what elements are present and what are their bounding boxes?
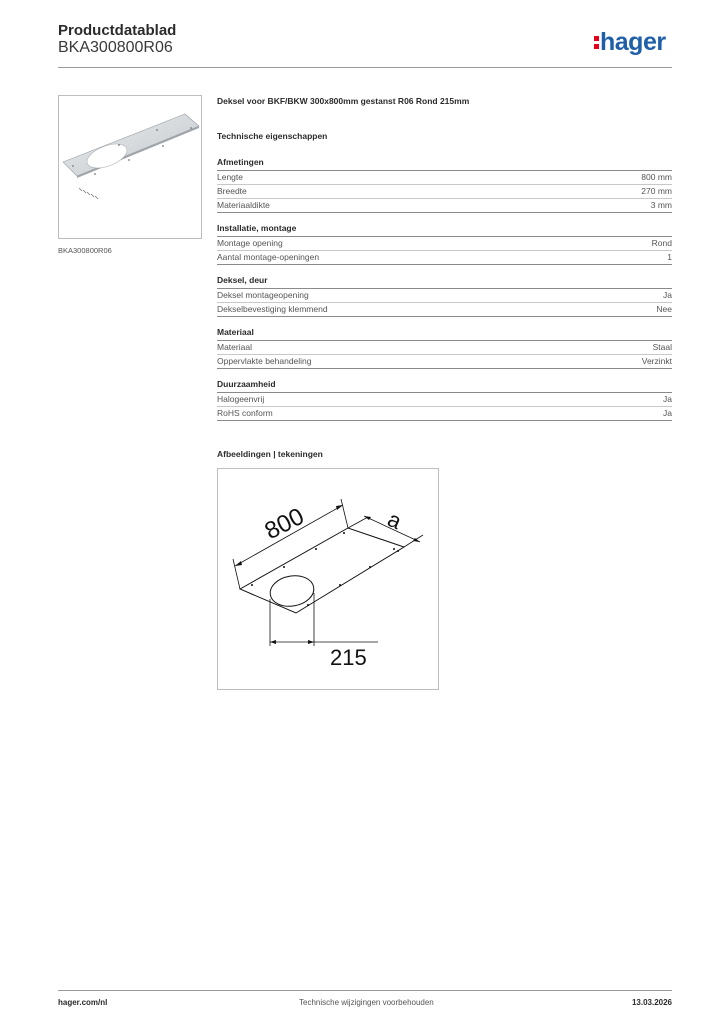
section-title: Deksel, deur xyxy=(217,275,672,289)
spec-section xyxy=(217,379,672,421)
spec-row xyxy=(217,289,672,303)
spec-label: Lengte xyxy=(217,172,243,182)
spec-value: Nee xyxy=(656,304,672,314)
spec-sections xyxy=(217,157,672,421)
spec-section xyxy=(217,327,672,369)
technical-drawing xyxy=(217,468,439,690)
product-description: Deksel voor BKF/BKW 300x800mm gestanst R06 Rond 215mm xyxy=(217,96,470,106)
spec-value: Rond xyxy=(651,238,672,248)
spec-value: 270 mm xyxy=(641,186,672,196)
logo-dots-icon xyxy=(594,32,599,50)
spec-value: 800 mm xyxy=(641,172,672,182)
spec-label: Halogeenvrij xyxy=(217,394,265,404)
spec-value: Ja xyxy=(663,290,672,300)
spec-value: 1 xyxy=(667,252,672,262)
spec-label: Dekselbevestiging klemmend xyxy=(217,304,328,314)
spec-row xyxy=(217,251,672,265)
footer-website-link[interactable]: hager.com/nl xyxy=(58,998,108,1007)
spec-value: 3 mm xyxy=(650,200,672,210)
spec-row xyxy=(217,303,672,317)
spec-row xyxy=(217,341,672,355)
spec-value: Ja xyxy=(663,394,672,404)
spec-row xyxy=(217,355,672,369)
section-title: Duurzaamheid xyxy=(217,379,672,393)
section-title: Materiaal xyxy=(217,327,672,341)
footer-notice: Technische wijzigingen voorbehouden xyxy=(299,998,434,1007)
spec-row xyxy=(217,199,672,213)
spec-value: Ja xyxy=(663,408,672,418)
section-title: Afmetingen xyxy=(217,157,672,171)
spec-label: Deksel montageopening xyxy=(217,290,309,300)
dim-hole-label: 215 xyxy=(330,645,367,670)
spec-section xyxy=(217,275,672,317)
product-image-caption: BKA300800R06 xyxy=(58,246,112,255)
section-title: Installatie, montage xyxy=(217,223,672,237)
spec-label: Montage opening xyxy=(217,238,283,248)
spec-label: Breedte xyxy=(217,186,247,196)
spec-content xyxy=(217,96,672,421)
spec-row xyxy=(217,407,672,421)
spec-label: Materiaaldikte xyxy=(217,200,270,210)
spec-row xyxy=(217,237,672,251)
product-image xyxy=(58,95,202,239)
page-title: Productdatablad xyxy=(58,22,177,39)
logo-text: hager xyxy=(600,28,666,56)
footer-divider xyxy=(58,990,672,991)
spec-label: Materiaal xyxy=(217,342,252,352)
technical-properties-title: Technische eigenschappen xyxy=(217,131,328,141)
spec-section xyxy=(217,157,672,213)
dim-width-label: a xyxy=(383,506,406,534)
product-code: BKA300800R06 xyxy=(58,39,173,56)
spec-row xyxy=(217,171,672,185)
spec-value: Staal xyxy=(652,342,672,352)
footer-date: 13.03.2026 xyxy=(631,998,672,1007)
header-divider xyxy=(58,67,672,68)
hager-logo xyxy=(594,28,666,56)
spec-row xyxy=(217,185,672,199)
spec-label: RoHS conform xyxy=(217,408,273,418)
drawings-title: Afbeeldingen | tekeningen xyxy=(217,449,323,459)
spec-row xyxy=(217,393,672,407)
spec-label: Aantal montage-openingen xyxy=(217,252,320,262)
dimension-drawing-icon xyxy=(218,469,438,689)
spec-value: Verzinkt xyxy=(641,356,672,366)
dim-length-label: 800 xyxy=(260,502,309,546)
spec-section xyxy=(217,223,672,265)
spec-label: Oppervlakte behandeling xyxy=(217,356,312,366)
cover-plate-photo-icon xyxy=(59,96,201,238)
